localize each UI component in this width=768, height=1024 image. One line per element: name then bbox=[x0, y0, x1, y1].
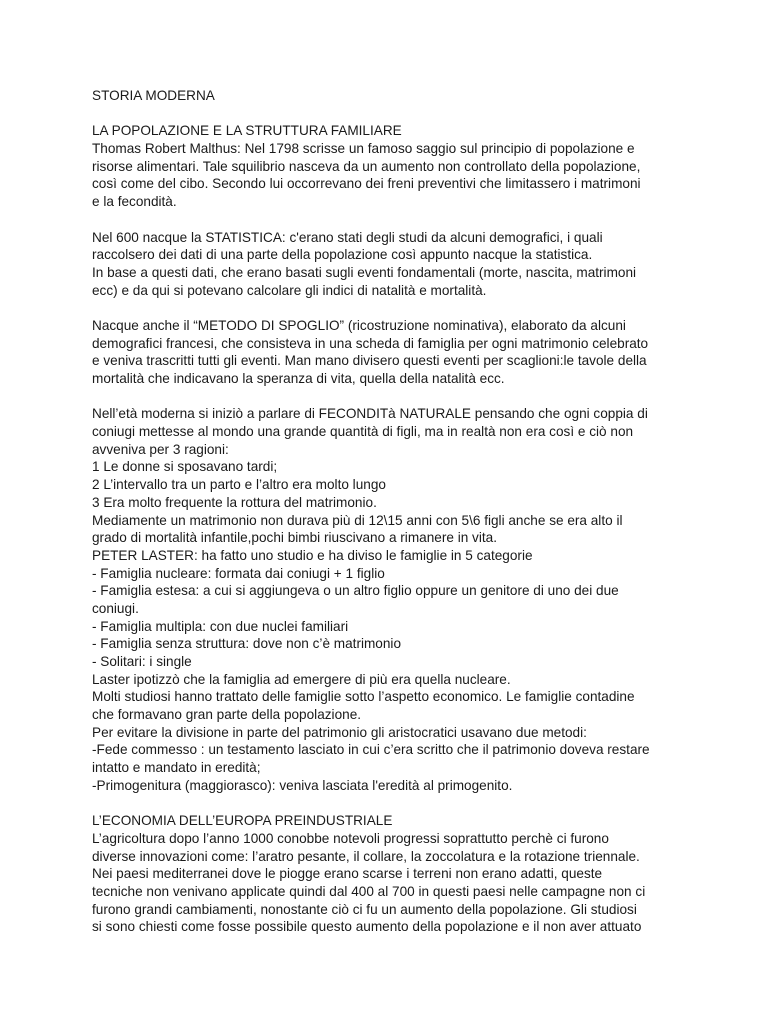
text-line: Per evitare la divisione in parte del patrimonio gli aristocratici usavano due metodi: bbox=[92, 724, 587, 740]
text-line: Nell’età moderna si iniziò a parlare di FECONDITà NATURALE pensando che ogni coppia di bbox=[92, 406, 648, 422]
text-line: ecc) e da qui si potevano calcolare gli indici di natalità e mortalità. bbox=[92, 282, 487, 298]
section-2 bbox=[92, 229, 728, 300]
paragraph-gap bbox=[92, 795, 728, 813]
section-heading: L’ECONOMIA DELL’EUROPA PREINDUSTRIALE bbox=[92, 813, 393, 829]
text-line: - Famiglia estesa: a cui si aggiungeva o un altro figlio oppure un genitore di uno dei due bbox=[92, 583, 619, 599]
text-line: così come del cibo. Secondo lui occorrevano dei freni preventivi che limitassero i matrimoni bbox=[92, 176, 641, 192]
text-line: avveniva per 3 ragioni: bbox=[92, 441, 229, 457]
text-line: demografici francesi, che consisteva in una scheda di famiglia per ogni matrimonio celebrato bbox=[92, 335, 649, 351]
text-line: -Primogenitura (maggiorasco): veniva lasciata l'eredità al primogenito. bbox=[92, 777, 513, 793]
document-body bbox=[92, 122, 728, 936]
text-line: tecniche non venivano applicate quindi dal 400 al 700 in questi paesi nelle campagne non ci bbox=[92, 883, 646, 899]
text-line: Molti studiosi hanno trattato delle famiglie sotto l’aspetto economico. Le famiglie contadine bbox=[92, 689, 635, 705]
section-heading: LA POPOLAZIONE E LA STRUTTURA FAMILIARE bbox=[92, 123, 402, 139]
document-title: STORIA MODERNA bbox=[92, 88, 215, 103]
paragraph-gap bbox=[92, 299, 728, 317]
text-line: Nel 600 nacque la STATISTICA: c'erano stati degli studi da alcuni demografici, i quali bbox=[92, 229, 603, 245]
text-line: - Famiglia multipla: con due nuclei familiari bbox=[92, 618, 349, 634]
text-line: - Solitari: i single bbox=[92, 654, 192, 669]
section-5 bbox=[92, 812, 728, 936]
text-line: Mediamente un matrimonio non durava più di 12\15 anni con 5\6 figli anche se era alto il bbox=[92, 512, 623, 528]
text-line: L’agricoltura dopo l’anno 1000 conobbe notevoli progressi soprattutto perchè ci furono bbox=[92, 830, 609, 846]
paragraph-gap bbox=[92, 388, 728, 406]
text-line: risorse alimentari. Tale squilibrio nasceva da un aumento non controllato della popolazione, bbox=[92, 158, 641, 174]
text-line: 3 Era molto frequente la rottura del matrimonio. bbox=[92, 494, 377, 510]
text-line: coniugi mettesse al mondo una grande quantità di figli, ma in realtà non era così e ciò non bbox=[92, 424, 634, 440]
section-1 bbox=[92, 122, 728, 210]
paragraph-gap bbox=[92, 211, 728, 229]
text-line: Laster ipotizzò che la famiglia ad emergere di più era quella nucleare. bbox=[92, 671, 511, 687]
text-line: Nei paesi mediterranei dove le piogge erano scarse i terreni non erano adatti, queste bbox=[92, 866, 603, 882]
text-line: Nacque anche il “METODO DI SPOGLIO” (ricostruzione nominativa), elaborato da alcuni bbox=[92, 317, 626, 333]
text-line: mortalità che indicavano la speranza di vita, quella della natalità ecc. bbox=[92, 371, 505, 386]
text-line: coniugi. bbox=[92, 600, 139, 616]
text-line: furono grandi cambiamenti, nonostante ciò ci fu un aumento della popolazione. Gli studiosi bbox=[92, 901, 637, 917]
section-4 bbox=[92, 405, 728, 794]
text-line: Thomas Robert Malthus: Nel 1798 scrisse un famoso saggio sul principio di popolazione e bbox=[92, 141, 635, 157]
text-line: diverse innovazioni come: l’aratro pesante, il collare, la zoccolatura e la rotazione triennale. bbox=[92, 848, 640, 864]
section-3 bbox=[92, 317, 728, 388]
text-line: e la fecondità. bbox=[92, 194, 177, 210]
text-line: - Famiglia senza struttura: dove non c’è matrimonio bbox=[92, 636, 402, 652]
text-line: In base a questi dati, che erano basati sugli eventi fondamentali (morte, nascita, matrimoni bbox=[92, 264, 637, 280]
text-line: 2 L’intervallo tra un parto e l’altro era molto lungo bbox=[92, 477, 386, 493]
text-line: grado di mortalità infantile,pochi bimbi riuscivano a rimanere in vita. bbox=[92, 530, 497, 546]
text-line: e veniva trascritti tutti gli eventi. Man mano divisero questi eventi per scaglioni:le tavole della bbox=[92, 353, 647, 369]
text-line: intatto e mandato in eredità; bbox=[92, 760, 261, 776]
text-line: raccolsero dei dati di una parte della popolazione così appunto nacque la statistica. bbox=[92, 247, 593, 263]
text-line: - Famiglia nucleare: formata dai coniugi + 1 figlio bbox=[92, 565, 385, 581]
text-line: -Fede commesso : un testamento lasciato in cui c’era scritto che il patrimonio doveva restare bbox=[92, 742, 650, 758]
text-line: PETER LASTER: ha fatto uno studio e ha diviso le famiglie in 5 categorie bbox=[92, 547, 533, 563]
text-line: si sono chiesti come fosse possibile questo aumento della popolazione e il non aver attuato bbox=[92, 919, 642, 935]
paragraph-gap bbox=[92, 105, 728, 123]
text-line: che formavano gran parte della popolazione. bbox=[92, 707, 362, 723]
text-line: 1 Le donne si sposavano tardi; bbox=[92, 459, 278, 475]
